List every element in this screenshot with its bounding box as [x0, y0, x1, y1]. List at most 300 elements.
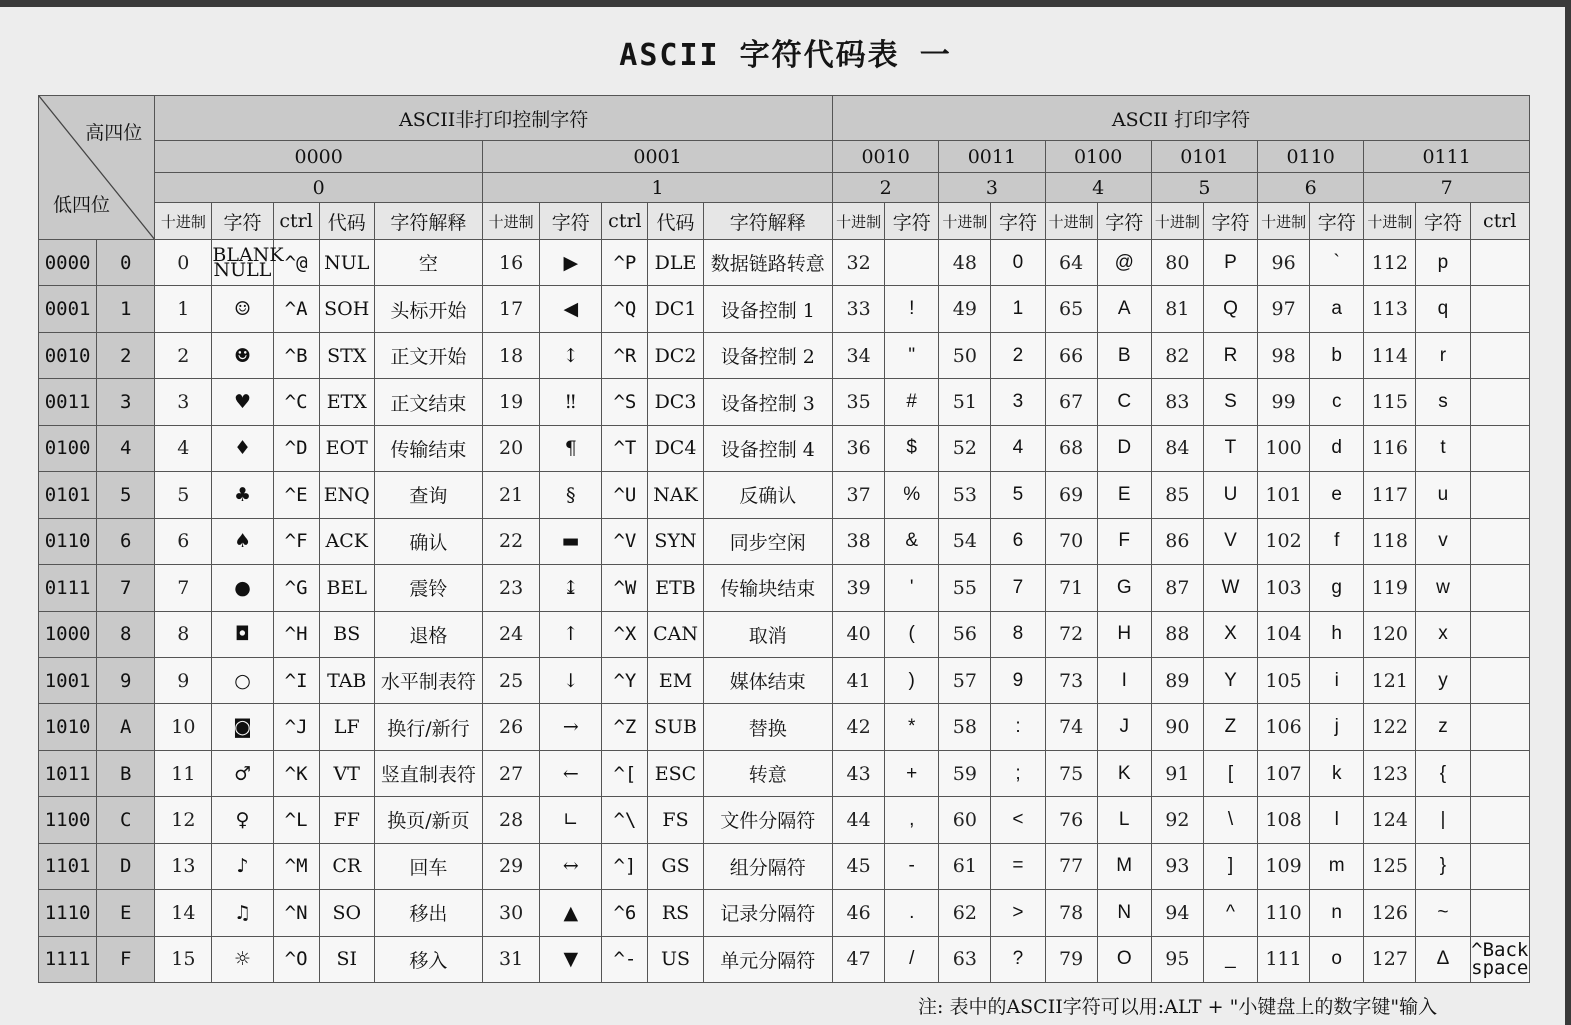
- decimal-cell: 75: [1045, 750, 1097, 796]
- control-code-cell: VT: [319, 750, 374, 796]
- printable-char-cell: U: [1203, 472, 1257, 518]
- printable-char-cell: R: [1203, 332, 1257, 378]
- decimal-cell: 124: [1364, 797, 1416, 843]
- decimal-cell: 102: [1258, 518, 1310, 564]
- decimal-cell: 25: [483, 657, 540, 703]
- row-low-bits-hex: B: [97, 750, 155, 796]
- control-code-cell: GS: [648, 843, 703, 889]
- decimal-cell: 59: [939, 750, 991, 796]
- decimal-cell: 47: [833, 936, 885, 982]
- decimal-cell: 100: [1258, 425, 1310, 471]
- table-row: [39, 286, 1530, 332]
- printable-char-cell: +: [885, 750, 939, 796]
- ctrl-key-cell: [1470, 472, 1529, 518]
- control-description-cell: 移出: [374, 890, 482, 936]
- page-title: ASCII 字符代码表 一: [619, 38, 952, 73]
- ctrl-key-cell: [1470, 565, 1529, 611]
- decimal-cell: 54: [939, 518, 991, 564]
- ctrl-key-cell: [1470, 797, 1529, 843]
- control-char-symbol: ↑: [540, 611, 602, 657]
- ctrl-key-cell: ^J: [273, 704, 319, 750]
- decimal-cell: 13: [155, 843, 212, 889]
- ctrl-key-cell: [1470, 843, 1529, 889]
- printable-char-cell: Z: [1203, 704, 1257, 750]
- printable-char-cell: P: [1203, 240, 1257, 286]
- printable-char-cell: b: [1310, 332, 1364, 378]
- control-description-cell: 正文结束: [374, 379, 482, 425]
- group-bin: 0110: [1258, 141, 1364, 173]
- ctrl-key-cell: ^6: [602, 890, 648, 936]
- printable-char-cell: p: [1416, 240, 1470, 286]
- table-row: [39, 843, 1530, 889]
- control-description-cell: 同步空闲: [703, 518, 832, 564]
- control-code-cell: ACK: [319, 518, 374, 564]
- decimal-cell: 34: [833, 332, 885, 378]
- control-code-cell: SO: [319, 890, 374, 936]
- control-char-symbol: ◙: [212, 704, 273, 750]
- row-low-bits-binary: 0011: [39, 379, 97, 425]
- column-header-char: 字符: [1203, 203, 1257, 240]
- decimal-cell: 50: [939, 332, 991, 378]
- printable-char-cell: &: [885, 518, 939, 564]
- control-description-cell: 设备控制 3: [703, 379, 832, 425]
- decimal-cell: 65: [1045, 286, 1097, 332]
- control-code-cell: DC1: [648, 286, 703, 332]
- decimal-cell: 108: [1258, 797, 1310, 843]
- ctrl-key-cell: ^Q: [602, 286, 648, 332]
- row-low-bits-binary: 1100: [39, 797, 97, 843]
- control-code-cell: CAN: [648, 611, 703, 657]
- control-code-cell: SI: [319, 936, 374, 982]
- control-code-cell: US: [648, 936, 703, 982]
- decimal-cell: 99: [1258, 379, 1310, 425]
- row-low-bits-hex: 2: [97, 332, 155, 378]
- decimal-cell: 14: [155, 890, 212, 936]
- table-row: [39, 750, 1530, 796]
- decimal-cell: 106: [1258, 704, 1310, 750]
- ctrl-key-cell: ^C: [273, 379, 319, 425]
- printable-char-cell: K: [1097, 750, 1151, 796]
- control-code-cell: EOT: [319, 425, 374, 471]
- decimal-cell: 71: [1045, 565, 1097, 611]
- ctrl-key-cell: ^V: [602, 518, 648, 564]
- group-bin: 0000: [155, 141, 483, 173]
- control-char-symbol: ▬: [540, 518, 602, 564]
- decimal-cell: 28: [483, 797, 540, 843]
- printable-char-cell: 3: [991, 379, 1045, 425]
- decimal-cell: 112: [1364, 240, 1416, 286]
- ctrl-key-cell: ^T: [602, 425, 648, 471]
- ctrl-key-cell: ^B: [273, 332, 319, 378]
- column-header-dec: 十进制: [1151, 203, 1203, 240]
- ctrl-key-cell: [1470, 611, 1529, 657]
- ctrl-key-cell: ^Z: [602, 704, 648, 750]
- decimal-cell: 51: [939, 379, 991, 425]
- printable-char-cell: r: [1416, 332, 1470, 378]
- control-code-cell: SUB: [648, 704, 703, 750]
- control-description-cell: 竖直制表符: [374, 750, 482, 796]
- decimal-cell: 27: [483, 750, 540, 796]
- group-bin: 0011: [939, 141, 1045, 173]
- column-header-dec: 十进制: [1258, 203, 1310, 240]
- control-description-cell: 查询: [374, 472, 482, 518]
- decimal-cell: 113: [1364, 286, 1416, 332]
- ctrl-key-cell: ^M: [273, 843, 319, 889]
- control-char-symbol: ●: [212, 565, 273, 611]
- decimal-cell: 122: [1364, 704, 1416, 750]
- printable-char-cell: =: [991, 843, 1045, 889]
- printable-char-cell: S: [1203, 379, 1257, 425]
- row-low-bits-hex: 9: [97, 657, 155, 703]
- printable-char-cell: ]: [1203, 843, 1257, 889]
- printable-char-cell: T: [1203, 425, 1257, 471]
- low-bits-label: 低四位: [53, 194, 111, 216]
- control-description-cell: 记录分隔符: [703, 890, 832, 936]
- decimal-cell: 111: [1258, 936, 1310, 982]
- printable-char-cell: m: [1310, 843, 1364, 889]
- decimal-cell: 104: [1258, 611, 1310, 657]
- decimal-cell: 120: [1364, 611, 1416, 657]
- printable-char-cell: 2: [991, 332, 1045, 378]
- decimal-cell: 105: [1258, 657, 1310, 703]
- row-low-bits-hex: 1: [97, 286, 155, 332]
- ctrl-key-cell: ^Y: [602, 657, 648, 703]
- control-code-cell: BS: [319, 611, 374, 657]
- printable-char-cell: 7: [991, 565, 1045, 611]
- control-code-cell: ETB: [648, 565, 703, 611]
- ctrl-key-cell: ^G: [273, 565, 319, 611]
- printable-char-cell: H: [1097, 611, 1151, 657]
- ctrl-key-cell: ^-: [602, 936, 648, 982]
- decimal-cell: 22: [483, 518, 540, 564]
- control-description-cell: 换页/新页: [374, 797, 482, 843]
- printable-char-cell: I: [1097, 657, 1151, 703]
- decimal-cell: 89: [1151, 657, 1203, 703]
- control-description-cell: 反确认: [703, 472, 832, 518]
- row-low-bits-hex: 6: [97, 518, 155, 564]
- decimal-cell: 52: [939, 425, 991, 471]
- control-char-symbol: ♦: [212, 425, 273, 471]
- group-hex: 5: [1151, 173, 1257, 203]
- ctrl-key-cell: [1470, 750, 1529, 796]
- row-low-bits-binary: 1000: [39, 611, 97, 657]
- printable-char-cell: >: [991, 890, 1045, 936]
- control-char-symbol: ←: [540, 750, 602, 796]
- control-char-symbol: ∟: [540, 797, 602, 843]
- control-code-cell: CR: [319, 843, 374, 889]
- printable-char-cell: B: [1097, 332, 1151, 378]
- printable-char-cell: t: [1416, 425, 1470, 471]
- nonprint-title: ASCII非打印控制字符: [155, 96, 833, 141]
- decimal-cell: 86: [1151, 518, 1203, 564]
- printable-char-cell: Y: [1203, 657, 1257, 703]
- decimal-cell: 76: [1045, 797, 1097, 843]
- control-char-symbol: ♥: [212, 379, 273, 425]
- printable-char-cell: A: [1097, 286, 1151, 332]
- decimal-cell: 18: [483, 332, 540, 378]
- control-description-cell: 头标开始: [374, 286, 482, 332]
- control-description-cell: 空: [374, 240, 482, 286]
- ctrl-key-cell: ^\: [602, 797, 648, 843]
- decimal-cell: 0: [155, 240, 212, 286]
- control-char-symbol: ○: [212, 657, 273, 703]
- decimal-cell: 8: [155, 611, 212, 657]
- decimal-cell: 115: [1364, 379, 1416, 425]
- row-low-bits-binary: 1011: [39, 750, 97, 796]
- printable-char-cell: L: [1097, 797, 1151, 843]
- group-hex: 4: [1045, 173, 1151, 203]
- ctrl-key-cell: [1470, 286, 1529, 332]
- control-description-cell: 替换: [703, 704, 832, 750]
- table-row: [39, 425, 1530, 471]
- printable-char-cell: v: [1416, 518, 1470, 564]
- printable-char-cell: 4: [991, 425, 1045, 471]
- printable-char-cell: k: [1310, 750, 1364, 796]
- row-low-bits-binary: 1101: [39, 843, 97, 889]
- printable-char-cell: w: [1416, 565, 1470, 611]
- printable-char-cell: G: [1097, 565, 1151, 611]
- table-row: [39, 332, 1530, 378]
- group-hex: 0: [155, 173, 483, 203]
- control-code-cell: SYN: [648, 518, 703, 564]
- column-header-ctrl: ctrl: [602, 203, 648, 240]
- control-description-cell: 组分隔符: [703, 843, 832, 889]
- decimal-cell: 63: [939, 936, 991, 982]
- control-char-symbol: ☻: [212, 332, 273, 378]
- ctrl-key-cell: [1470, 518, 1529, 564]
- row-low-bits-binary: 0110: [39, 518, 97, 564]
- decimal-cell: 19: [483, 379, 540, 425]
- decimal-cell: 123: [1364, 750, 1416, 796]
- printable-char-cell: O: [1097, 936, 1151, 982]
- group-bin: 0001: [483, 141, 833, 173]
- decimal-cell: 82: [1151, 332, 1203, 378]
- printable-char-cell: :: [991, 704, 1045, 750]
- control-description-cell: 移入: [374, 936, 482, 982]
- ctrl-key-cell: [1470, 657, 1529, 703]
- control-char-symbol: ♪: [212, 843, 273, 889]
- control-description-cell: 单元分隔符: [703, 936, 832, 982]
- decimal-cell: 60: [939, 797, 991, 843]
- decimal-cell: 16: [483, 240, 540, 286]
- decimal-cell: 40: [833, 611, 885, 657]
- group-bin: 0100: [1045, 141, 1151, 173]
- group-bin: 0101: [1151, 141, 1257, 173]
- printable-char-cell: f: [1310, 518, 1364, 564]
- printable-char-cell: ~: [1416, 890, 1470, 936]
- ctrl-key-cell: ^]: [602, 843, 648, 889]
- control-char-symbol: ↔: [540, 843, 602, 889]
- control-char-symbol: ☼: [212, 936, 273, 982]
- print-title: ASCII 打印字符: [833, 96, 1530, 141]
- decimal-cell: 109: [1258, 843, 1310, 889]
- ctrl-key-cell: ^D: [273, 425, 319, 471]
- row-low-bits-binary: 0101: [39, 472, 97, 518]
- decimal-cell: 95: [1151, 936, 1203, 982]
- decimal-cell: 20: [483, 425, 540, 471]
- ctrl-key-cell: ^N: [273, 890, 319, 936]
- control-code-cell: ETX: [319, 379, 374, 425]
- decimal-cell: 46: [833, 890, 885, 936]
- decimal-cell: 98: [1258, 332, 1310, 378]
- control-description-cell: 数据链路转意: [703, 240, 832, 286]
- decimal-cell: 116: [1364, 425, 1416, 471]
- printable-char-cell: W: [1203, 565, 1257, 611]
- column-header-dec: 十进制: [483, 203, 540, 240]
- printable-char-cell: ;: [991, 750, 1045, 796]
- decimal-cell: 74: [1045, 704, 1097, 750]
- decimal-cell: 67: [1045, 379, 1097, 425]
- table-row: [39, 797, 1530, 843]
- printable-char-cell: N: [1097, 890, 1151, 936]
- control-char-symbol: ▲: [540, 890, 602, 936]
- printable-char-cell: }: [1416, 843, 1470, 889]
- ctrl-key-cell: ^U: [602, 472, 648, 518]
- decimal-cell: 127: [1364, 936, 1416, 982]
- control-code-cell: ENQ: [319, 472, 374, 518]
- printable-char-cell: h: [1310, 611, 1364, 657]
- group-bin: 0010: [833, 141, 939, 173]
- decimal-cell: 114: [1364, 332, 1416, 378]
- row-low-bits-hex: D: [97, 843, 155, 889]
- decimal-cell: 66: [1045, 332, 1097, 378]
- control-description-cell: 传输块结束: [703, 565, 832, 611]
- decimal-cell: 23: [483, 565, 540, 611]
- column-header-char: 字符: [540, 203, 602, 240]
- control-description-cell: 设备控制 1: [703, 286, 832, 332]
- control-char-symbol: ‼: [540, 379, 602, 425]
- control-code-cell: EM: [648, 657, 703, 703]
- decimal-cell: 83: [1151, 379, 1203, 425]
- ctrl-key-cell: ^F: [273, 518, 319, 564]
- control-char-symbol: ↨: [540, 565, 602, 611]
- control-description-cell: 设备控制 4: [703, 425, 832, 471]
- printable-char-cell: g: [1310, 565, 1364, 611]
- control-description-cell: 媒体结束: [703, 657, 832, 703]
- decimal-cell: 97: [1258, 286, 1310, 332]
- control-description-cell: 换行/新行: [374, 704, 482, 750]
- printable-char-cell: i: [1310, 657, 1364, 703]
- control-description-cell: 正文开始: [374, 332, 482, 378]
- printable-char-cell: j: [1310, 704, 1364, 750]
- decimal-cell: 1: [155, 286, 212, 332]
- printable-char-cell: 1: [991, 286, 1045, 332]
- column-header-dec: 十进制: [939, 203, 991, 240]
- row-low-bits-hex: F: [97, 936, 155, 982]
- printable-char-cell: !: [885, 286, 939, 332]
- control-code-cell: DC2: [648, 332, 703, 378]
- decimal-cell: 24: [483, 611, 540, 657]
- decimal-cell: 35: [833, 379, 885, 425]
- ctrl-key-cell: ^E: [273, 472, 319, 518]
- decimal-cell: 77: [1045, 843, 1097, 889]
- high-bits-label: 高四位: [85, 122, 143, 144]
- decimal-cell: 31: [483, 936, 540, 982]
- ctrl-key-cell: ^@: [273, 240, 319, 286]
- decimal-cell: 57: [939, 657, 991, 703]
- decimal-cell: 84: [1151, 425, 1203, 471]
- printable-char-cell: `: [1310, 240, 1364, 286]
- control-char-symbol: ☺: [212, 286, 273, 332]
- ctrl-key-cell: [1470, 332, 1529, 378]
- printable-char-cell: x: [1416, 611, 1470, 657]
- control-char-symbol: ♠: [212, 518, 273, 564]
- control-char-symbol: ◀: [540, 286, 602, 332]
- decimal-cell: 42: [833, 704, 885, 750]
- printable-char-cell: X: [1203, 611, 1257, 657]
- decimal-cell: 10: [155, 704, 212, 750]
- decimal-cell: 87: [1151, 565, 1203, 611]
- control-code-cell: DC3: [648, 379, 703, 425]
- printable-char-cell: M: [1097, 843, 1151, 889]
- printable-char-cell: %: [885, 472, 939, 518]
- control-description-cell: 传输结束: [374, 425, 482, 471]
- printable-char-cell: \: [1203, 797, 1257, 843]
- row-low-bits-hex: 4: [97, 425, 155, 471]
- row-low-bits-binary: 0010: [39, 332, 97, 378]
- decimal-cell: 43: [833, 750, 885, 796]
- decimal-cell: 17: [483, 286, 540, 332]
- control-code-cell: DLE: [648, 240, 703, 286]
- printable-char-cell: ): [885, 657, 939, 703]
- decimal-cell: 36: [833, 425, 885, 471]
- decimal-cell: 72: [1045, 611, 1097, 657]
- printable-char-cell: 0: [991, 240, 1045, 286]
- printable-char-cell: [885, 240, 939, 286]
- decimal-cell: 58: [939, 704, 991, 750]
- printable-char-cell: /: [885, 936, 939, 982]
- printable-char-cell: s: [1416, 379, 1470, 425]
- control-char-symbol: ↕: [540, 332, 602, 378]
- printable-char-cell: ,: [885, 797, 939, 843]
- printable-char-cell: q: [1416, 286, 1470, 332]
- group-bin: 0111: [1364, 141, 1530, 173]
- decimal-cell: 118: [1364, 518, 1416, 564]
- decimal-cell: 5: [155, 472, 212, 518]
- printable-char-cell: V: [1203, 518, 1257, 564]
- printable-char-cell: J: [1097, 704, 1151, 750]
- printable-char-cell: y: [1416, 657, 1470, 703]
- decimal-cell: 101: [1258, 472, 1310, 518]
- group-hex: 3: [939, 173, 1045, 203]
- ctrl-key-cell: ^K: [273, 750, 319, 796]
- decimal-cell: 33: [833, 286, 885, 332]
- printable-char-cell: 8: [991, 611, 1045, 657]
- printable-char-cell: #: [885, 379, 939, 425]
- decimal-cell: 103: [1258, 565, 1310, 611]
- column-header-char: 字符: [1097, 203, 1151, 240]
- row-low-bits-hex: C: [97, 797, 155, 843]
- control-char-symbol: ♣: [212, 472, 273, 518]
- decimal-cell: 64: [1045, 240, 1097, 286]
- table-row: [39, 611, 1530, 657]
- decimal-cell: 11: [155, 750, 212, 796]
- printable-char-cell: 5: [991, 472, 1045, 518]
- control-description-cell: 转意: [703, 750, 832, 796]
- decimal-cell: 45: [833, 843, 885, 889]
- ctrl-key-cell: ^A: [273, 286, 319, 332]
- decimal-cell: 41: [833, 657, 885, 703]
- decimal-cell: 49: [939, 286, 991, 332]
- ctrl-key-cell: ^L: [273, 797, 319, 843]
- decimal-cell: 3: [155, 379, 212, 425]
- decimal-cell: 6: [155, 518, 212, 564]
- ctrl-key-cell: ^X: [602, 611, 648, 657]
- column-header-ctrl: ctrl: [273, 203, 319, 240]
- control-code-cell: NAK: [648, 472, 703, 518]
- group-hex: 2: [833, 173, 939, 203]
- table-row: [39, 704, 1530, 750]
